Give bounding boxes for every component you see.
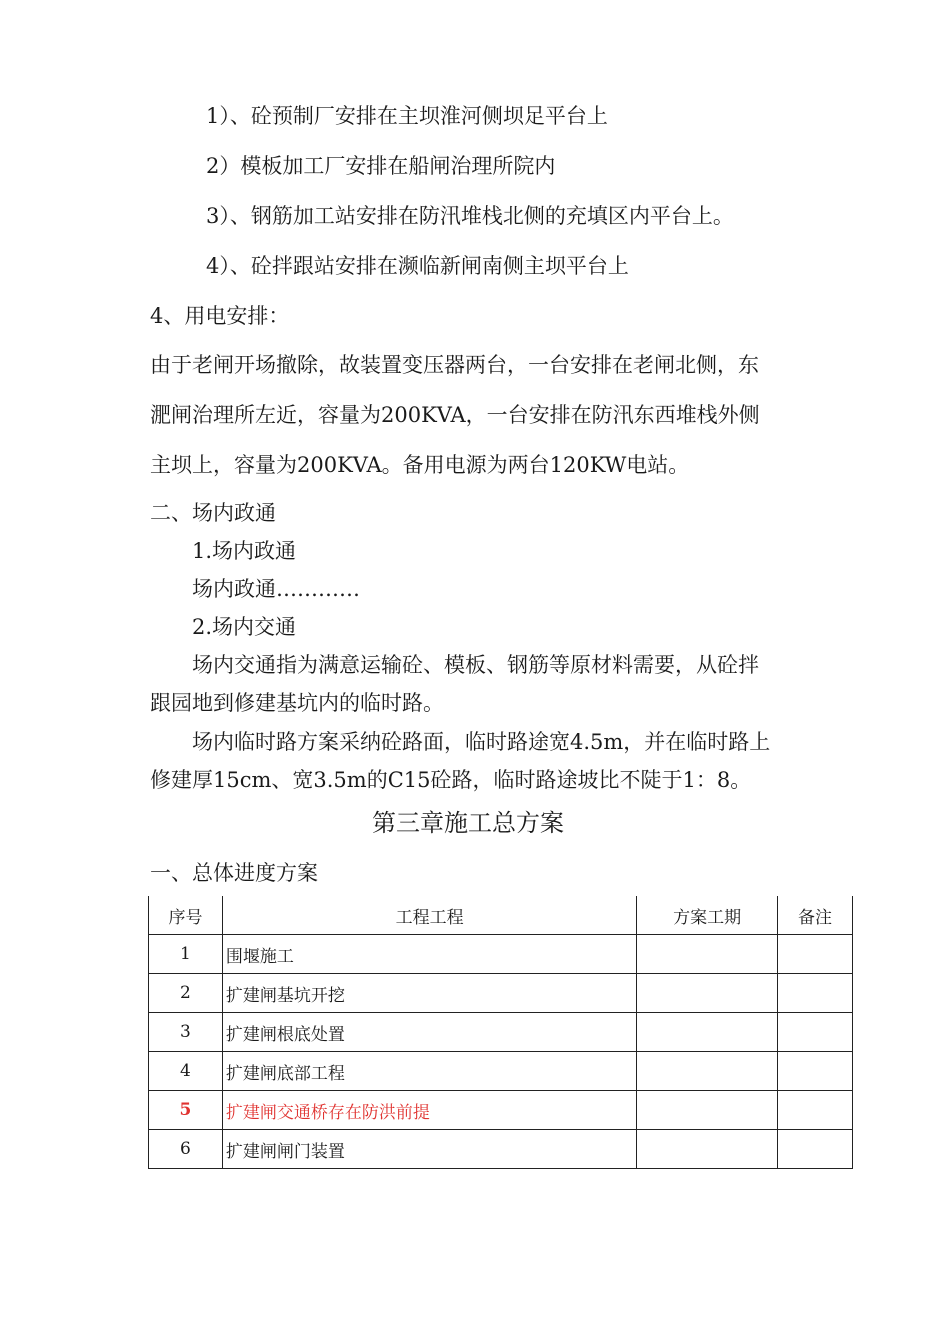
row-project: 扩建闸闸门装置 bbox=[222, 1130, 636, 1169]
paragraph-item-4: 4）、砼拌跟站安排在濒临新闸南侧主坝平台上 bbox=[206, 254, 629, 278]
row-project: 扩建闸底部工程 bbox=[222, 1052, 636, 1091]
row-project: 扩建闸基坑开挖 bbox=[222, 974, 636, 1013]
road-text-line-1: 场内临时路方案采纳砼路面，临时路途宽4.5m，并在临时路上 bbox=[192, 730, 771, 754]
schedule-table bbox=[148, 896, 853, 1169]
traffic-text-line-2: 跟园地到修建基坑内的临时路。 bbox=[150, 691, 444, 715]
subheading-internal-traffic: 2.场内交通 bbox=[192, 615, 297, 639]
header-project: 工程工程 bbox=[222, 896, 636, 935]
row-note bbox=[778, 935, 853, 974]
row-note bbox=[778, 1052, 853, 1091]
header-period: 方案工期 bbox=[637, 896, 778, 935]
table-row bbox=[149, 974, 853, 1013]
table-row-highlighted bbox=[149, 1091, 853, 1130]
table-row bbox=[149, 1052, 853, 1091]
row-period bbox=[637, 974, 778, 1013]
table-row bbox=[149, 935, 853, 974]
section-heading-schedule: 一、总体进度方案 bbox=[150, 861, 318, 885]
row-no: 4 bbox=[149, 1052, 223, 1091]
row-project: 扩建闸根底处置 bbox=[222, 1013, 636, 1052]
paragraph-item-3: 3）、钢筋加工站安排在防汛堆栈北侧的充填区内平台上。 bbox=[206, 204, 734, 228]
traffic-text-line-1: 场内交通指为满意运输砼、模板、钢筋等原材料需要，从砼拌 bbox=[192, 653, 759, 677]
row-note bbox=[778, 974, 853, 1013]
road-text-line-2: 修建厚15cm、宽3.5m的C15砼路，临时路途坡比不陡于1：8。 bbox=[150, 768, 752, 792]
row-period bbox=[637, 1091, 778, 1130]
chapter-title: 第三章施工总方案 bbox=[372, 809, 564, 837]
power-text-line-1: 由于老闸开场撤除，故装置变压器两台，一台安排在老闸北侧，东 bbox=[150, 353, 759, 377]
table-row bbox=[149, 1130, 853, 1169]
row-no: 1 bbox=[149, 935, 223, 974]
power-text-line-3: 主坝上，容量为200KVA。备用电源为两台120KW电站。 bbox=[150, 453, 690, 477]
paragraph-item-2: 2）模板加工厂安排在船闸治理所院内 bbox=[206, 154, 556, 178]
section-heading-power: 4、用电安排： bbox=[150, 304, 290, 328]
row-note bbox=[778, 1130, 853, 1169]
row-period bbox=[637, 1013, 778, 1052]
subheading-internal-politics: 1.场内政通 bbox=[192, 539, 297, 563]
table-row bbox=[149, 1013, 853, 1052]
row-no: 5 bbox=[149, 1091, 223, 1130]
row-project: 扩建闸交通桥存在防洪前提 bbox=[222, 1091, 636, 1130]
section-heading-traffic: 二、场内政通 bbox=[150, 501, 276, 525]
row-period bbox=[637, 1052, 778, 1091]
row-note bbox=[778, 1091, 853, 1130]
row-no: 6 bbox=[149, 1130, 223, 1169]
internal-politics-text: 场内政通………… bbox=[192, 577, 360, 601]
table-header-row bbox=[149, 896, 853, 935]
row-project: 围堰施工 bbox=[222, 935, 636, 974]
row-no: 2 bbox=[149, 974, 223, 1013]
paragraph-item-1: 1）、砼预制厂安排在主坝淮河侧坝足平台上 bbox=[206, 104, 608, 128]
row-period bbox=[637, 935, 778, 974]
header-note: 备注 bbox=[778, 896, 853, 935]
row-no: 3 bbox=[149, 1013, 223, 1052]
header-no: 序号 bbox=[149, 896, 223, 935]
row-note bbox=[778, 1013, 853, 1052]
row-period bbox=[637, 1130, 778, 1169]
power-text-line-2: 淝闸治理所左近，容量为200KVA，一台安排在防汛东西堆栈外侧 bbox=[150, 403, 760, 427]
